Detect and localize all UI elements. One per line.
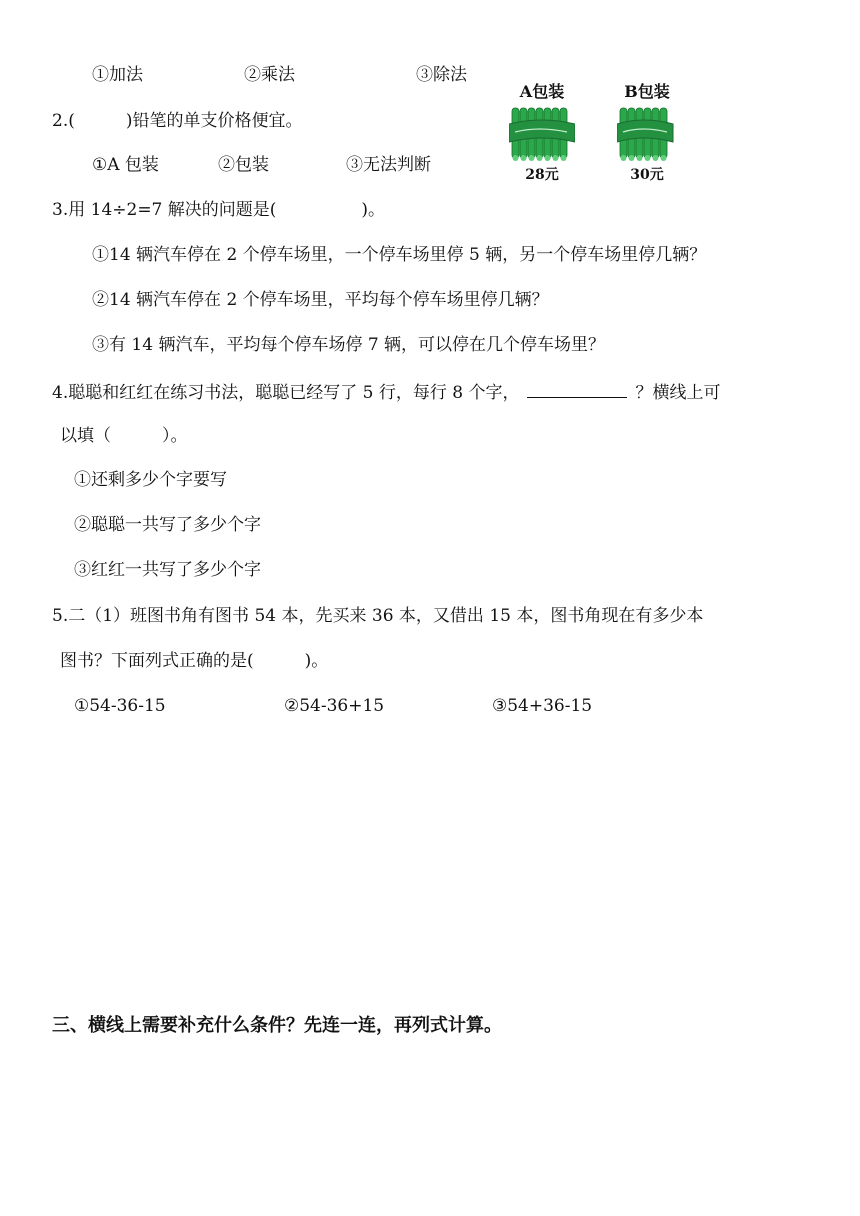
q5-stem: 5.二（1）班图书角有图书 54 本，先买来 36 本，又借出 15 本，图书角现在有多少本 [52, 606, 704, 626]
q4-option-2[interactable]: ②聪聪一共写了多少个字 [74, 515, 261, 535]
q2-option-2[interactable]: ②包装 [218, 155, 269, 175]
pack-a-price: 28元 [525, 167, 559, 183]
q5-option-3[interactable]: ③54+36-15 [492, 696, 593, 716]
q4-option-3[interactable]: ③红红一共写了多少个字 [74, 560, 261, 580]
q4-answer-blank[interactable] [527, 379, 627, 398]
q4-stem [52, 379, 720, 405]
pack-a-illustration [507, 82, 577, 184]
q3-stem: 3.用 14÷2=7 解决的问题是( )。 [52, 200, 386, 220]
pencil-bundle-icon [509, 102, 575, 164]
q5-option-1[interactable]: ①54-36-15 [74, 696, 166, 716]
pack-b-price: 30元 [630, 167, 664, 183]
pencil-bundle-icon [617, 102, 677, 164]
q5-option-2[interactable]: ②54-36+15 [284, 696, 385, 716]
q2-stem: 2.( )铅笔的单支价格便宜。 [52, 111, 303, 131]
q2-option-3[interactable]: ③无法判断 [346, 155, 431, 175]
pack-a-label: A包装 [519, 82, 565, 101]
q2-option-1[interactable]: ①A 包装 [92, 155, 159, 175]
q1-option-2[interactable]: ②乘法 [244, 65, 295, 85]
q4-stem-cont: 以填（ ）。 [60, 426, 188, 446]
pack-b-label: B包装 [624, 82, 670, 101]
q1-option-1[interactable]: ①加法 [92, 65, 143, 85]
q3-option-1[interactable]: ①14 辆汽车停在 2 个停车场里，一个停车场里停 5 辆，另一个停车场里停几辆？ [92, 245, 707, 265]
pack-b-illustration [612, 82, 682, 184]
q3-option-3[interactable]: ③有 14 辆汽车，平均每个停车场停 7 辆，可以停在几个停车场里？ [92, 335, 606, 355]
q4-stem-after: ？横线上可 [635, 383, 721, 403]
section-3-title: 三、横线上需要补充什么条件？先连一连，再列式计算。 [52, 1015, 502, 1036]
q1-option-3[interactable]: ③除法 [416, 65, 467, 85]
q5-stem-cont: 图书？下面列式正确的是( )。 [60, 651, 329, 671]
q3-option-2[interactable]: ②14 辆汽车停在 2 个停车场里，平均每个停车场里停几辆？ [92, 290, 549, 310]
q4-stem-before: 4.聪聪和红红在练习书法，聪聪已经写了 5 行，每行 8 个字， [52, 383, 520, 403]
q4-option-1[interactable]: ①还剩多少个字要写 [74, 470, 227, 490]
